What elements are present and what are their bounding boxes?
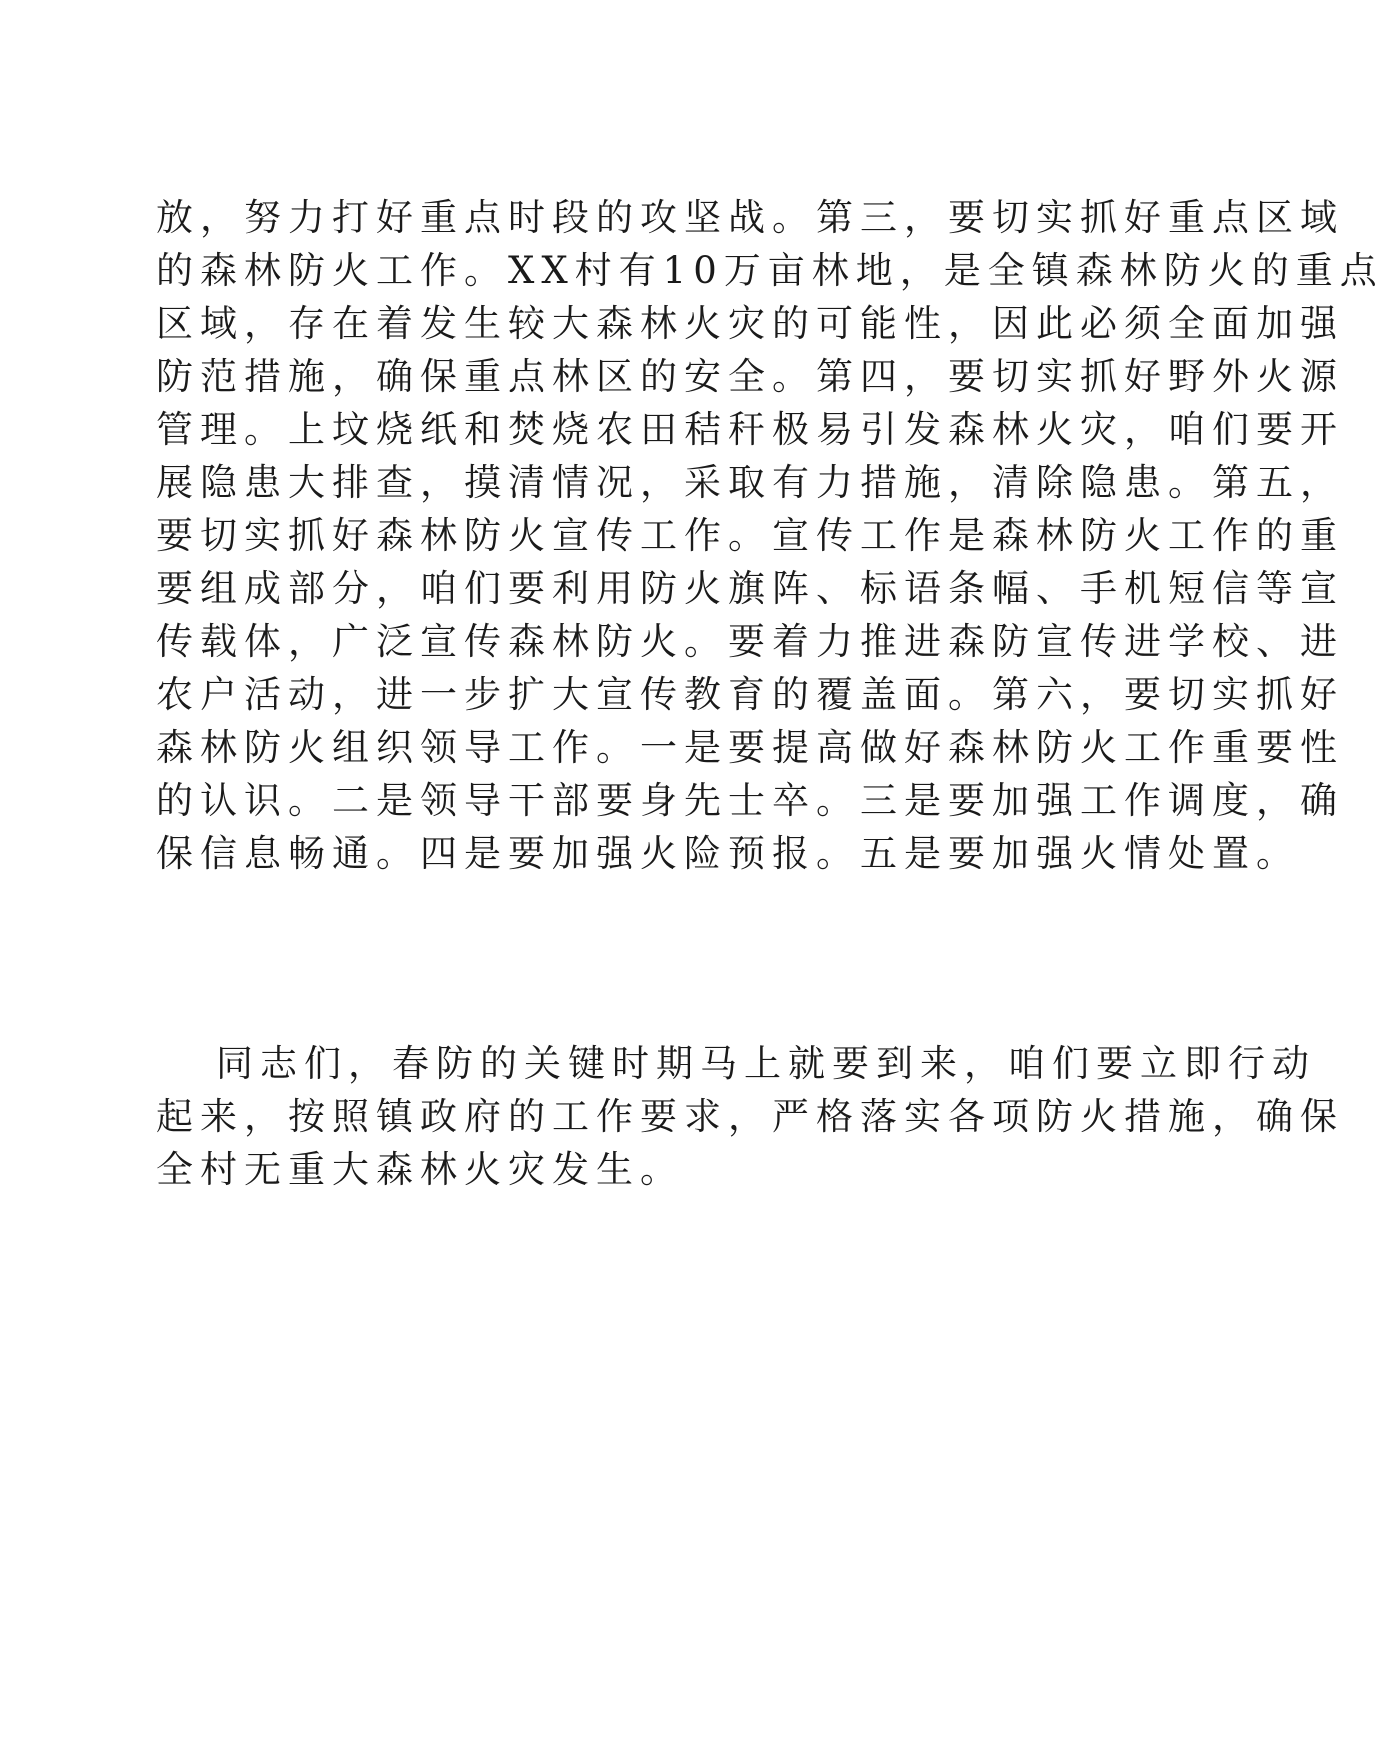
text-line: 农户活动，进一步扩大宣传教育的覆盖面。第六，要切实抓好 bbox=[156, 673, 1344, 716]
text-line: 展隐患大排查，摸清情况，采取有力措施，清除隐患。第五， bbox=[156, 461, 1344, 504]
text-line: 防范措施，确保重点林区的安全。第四，要切实抓好野外火源 bbox=[156, 355, 1344, 398]
text-line: 放，努力打好重点时段的攻坚战。第三，要切实抓好重点区域 bbox=[156, 196, 1344, 239]
text-line: 要切实抓好森林防火宣传工作。宣传工作是森林防火工作的重 bbox=[156, 514, 1344, 557]
text-line: 同志们，春防的关键时期马上就要到来，咱们要立即行动 bbox=[216, 1042, 1316, 1085]
text-line: 管理。上坟烧纸和焚烧农田秸秆极易引发森林火灾，咱们要开 bbox=[156, 408, 1344, 451]
text-line: 传载体，广泛宣传森林防火。要着力推进森防宣传进学校、进 bbox=[156, 620, 1344, 663]
text-line: 全村无重大森林火灾发生。 bbox=[156, 1148, 684, 1191]
text-line: 的森林防火工作。XX村有10万亩林地，是全镇森林防火的重点 bbox=[156, 249, 1384, 292]
paragraph-1 bbox=[156, 191, 1384, 880]
text-line: 森林防火组织领导工作。一是要提高做好森林防火工作重要性 bbox=[156, 726, 1344, 769]
text-line: 要组成部分，咱们要利用防火旗阵、标语条幅、手机短信等宣 bbox=[156, 567, 1344, 610]
text-line: 的认识。二是领导干部要身先士卒。三是要加强工作调度，确 bbox=[156, 779, 1344, 822]
paragraph-2 bbox=[156, 1037, 1344, 1196]
text-line: 保信息畅通。四是要加强火险预报。五是要加强火情处置。 bbox=[156, 832, 1300, 875]
text-line: 起来，按照镇政府的工作要求，严格落实各项防火措施，确保 bbox=[156, 1095, 1344, 1138]
text-line: 区域，存在着发生较大森林火灾的可能性，因此必须全面加强 bbox=[156, 302, 1344, 345]
